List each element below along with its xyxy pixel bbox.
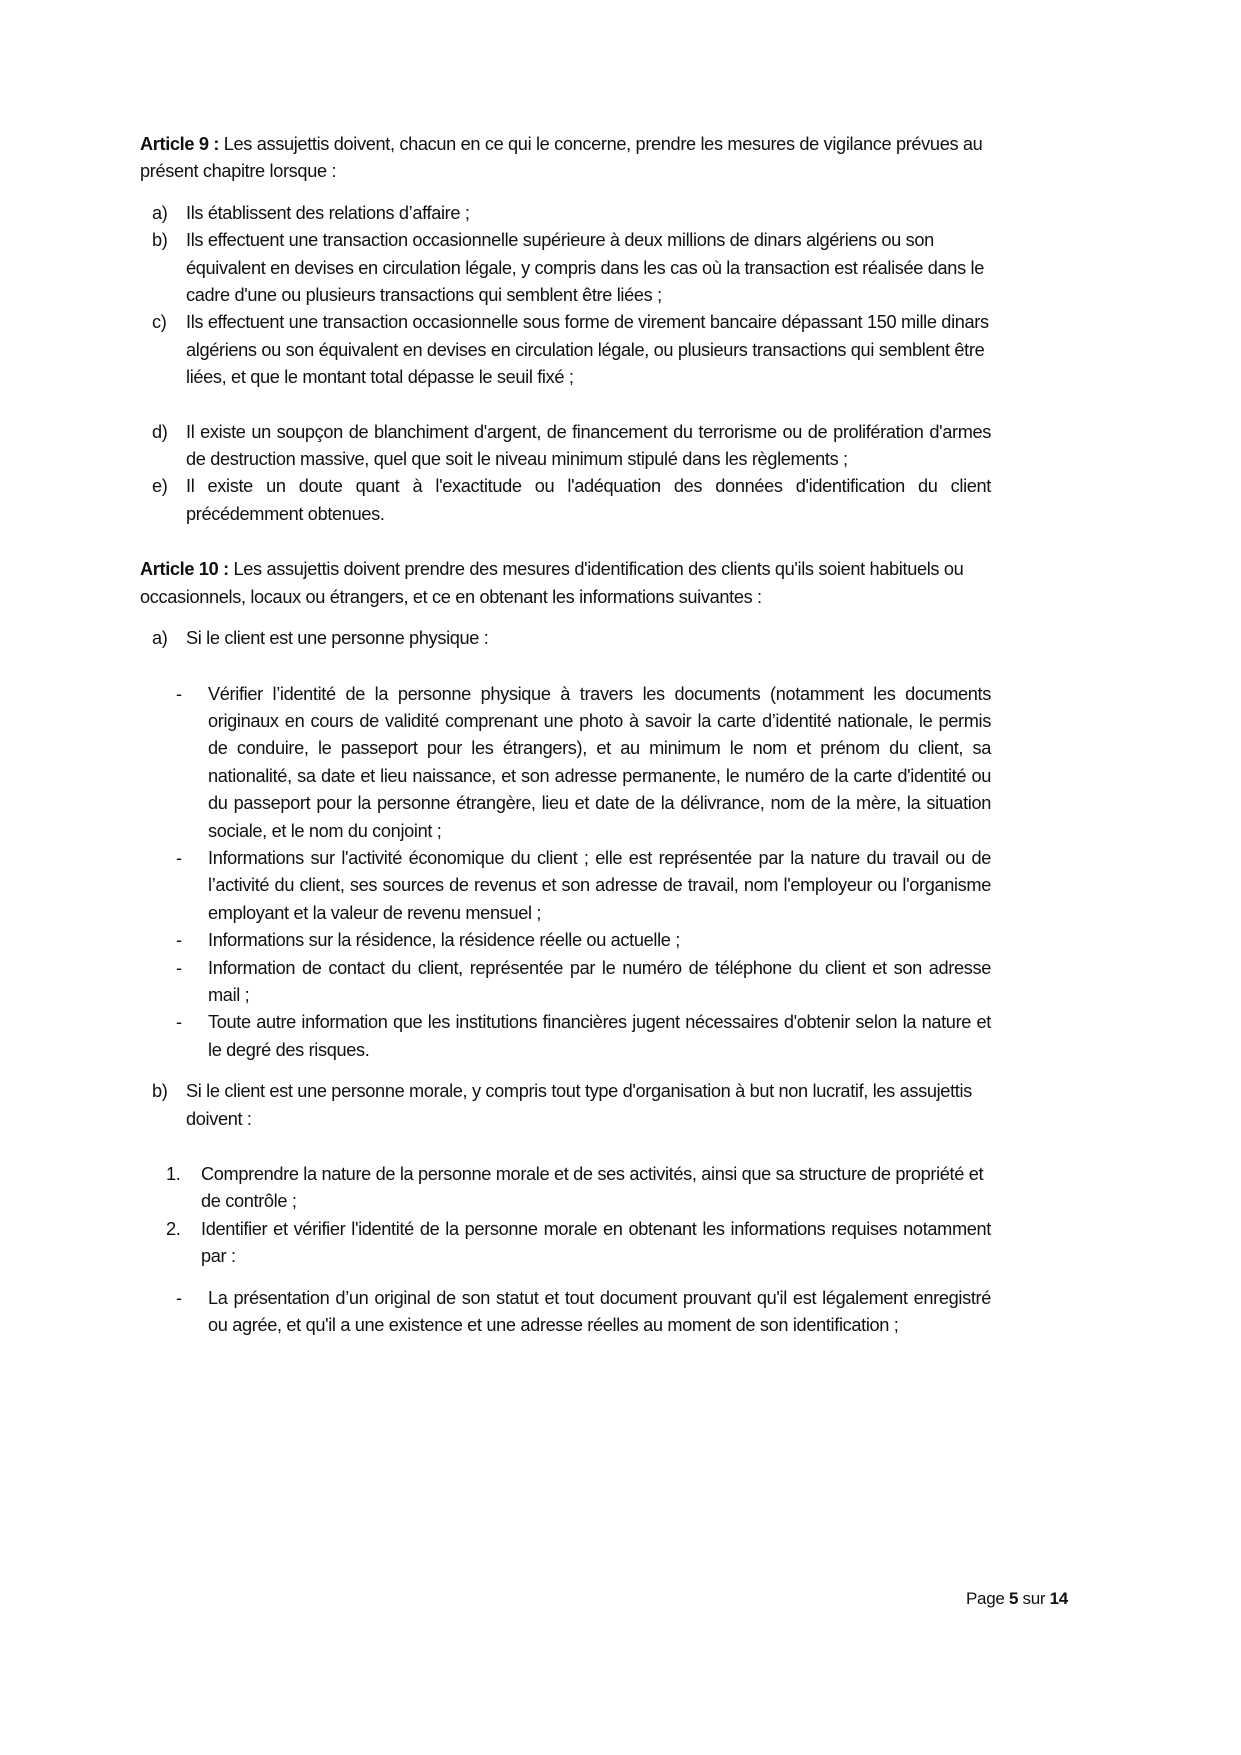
article-9-item-a: a) Ils établissent des relations d’affaire ; — [152, 202, 470, 223]
article-10-intro-text: Les assujettis doivent prendre des mesures d'identification des clients qu'ils soient habituels ou occasionnels, locaux ou étrangers, et ce en obtenant les informations suivantes : — [140, 559, 964, 607]
article-10-intro — [140, 556, 991, 611]
section-a-bullet-2: - Informations sur l'activité économique du client ; elle est représentée par la nature du travail ou de l’activité du client, ses sources de revenus et son adresse de travail, nom l'employeur ou l'organisme employant et la valeur de revenu mensuel ; — [176, 847, 991, 923]
article-10-section-b: b) Si le client est une personne morale, y compris tout type d'organisation à but non lucratif, les assujettis doivent : — [152, 1081, 972, 1129]
section-a-bullet-1: - Vérifier l’identité de la personne physique à travers les documents (notamment les documents originaux en cours de validité comprenant une photo à savoir la carte d’identité nationale, le permis de conduire, le passeport pour les étrangers), et au minimum le nom et prénom du client, sa nationalité, sa date et lieu naissance, et son adresse permanente, le numéro de la carte d'identité ou du passeport pour la personne étrangère, lieu et date de la délivrance, nom de la mère, la situation sociale, et le nom du conjoint ; — [176, 683, 991, 841]
section-b-numbered-2: 2. Identifier et vérifier l'identité de la personne morale en obtenant les informations requises notamment par : — [166, 1218, 991, 1267]
current-page: 5 — [1008, 1589, 1019, 1608]
section-a-bullet-4: - Information de contact du client, représentée par le numéro de téléphone du client et son adresse mail ; — [176, 957, 991, 1005]
total-pages: 14 — [1049, 1589, 1068, 1608]
article-9-item-b: b) Ils effectuent une transaction occasionnelle supérieure à deux millions de dinars algériens ou son équivalent en devises en circulation légale, y compris dans les cas où la transaction est réalisée dans le cadre d'une ou plusieurs transactions qui semblent être liées ; — [152, 230, 984, 306]
section-a-bullet-3: - Informations sur la résidence, la résidence réelle ou actuelle ; — [176, 930, 680, 951]
article-9-item-c: c) Ils effectuent une transaction occasionnelle sous forme de virement bancaire dépassant 150 mille dinars algériens ou son équivalent en devises en circulation légale, ou plusieurs transactions qui semblent être liées, et que le montant total dépasse le seuil fixé ; — [152, 312, 989, 388]
section-b-bullet-1: - La présentation d’un original de son statut et tout document prouvant qu'il est légalement enregistré ou agrée, et qu'il a une existence et une adresse réelles au moment de son identification ; — [176, 1287, 991, 1336]
page-number-footer: Page 5 sur 14 — [966, 1589, 1068, 1608]
section-a-bullet-5: - Toute autre information que les institutions financières jugent nécessaires d'obtenir selon la nature et le degré des risques. — [176, 1012, 991, 1060]
article-10-section-a: a) Si le client est une personne physique : — [152, 628, 489, 649]
section-b-numbered-1: 1. Comprendre la nature de la personne morale et de ses activités, ainsi que sa structure de propriété et de contrôle ; — [166, 1164, 984, 1212]
article-9-item-d: d) Il existe un soupçon de blanchiment d'argent, de financement du terrorisme ou de prolifération d'armes de destruction massive, quel que soit le niveau minimum stipulé dans les règlements ; — [152, 421, 991, 470]
article-9-intro — [140, 131, 991, 186]
document-page — [140, 131, 991, 1339]
article-9-label: Article 9 : — [140, 134, 220, 154]
article-9-item-e: e) Il existe un doute quant à l'exactitude ou l'adéquation des données d'identification du client précédemment obtenues. — [152, 476, 991, 524]
article-9-intro-text: Les assujettis doivent, chacun en ce qui le concerne, prendre les mesures de vigilance prévues au présent chapitre lorsque : — [140, 134, 983, 182]
article-10-label: Article 10 : — [140, 559, 229, 580]
